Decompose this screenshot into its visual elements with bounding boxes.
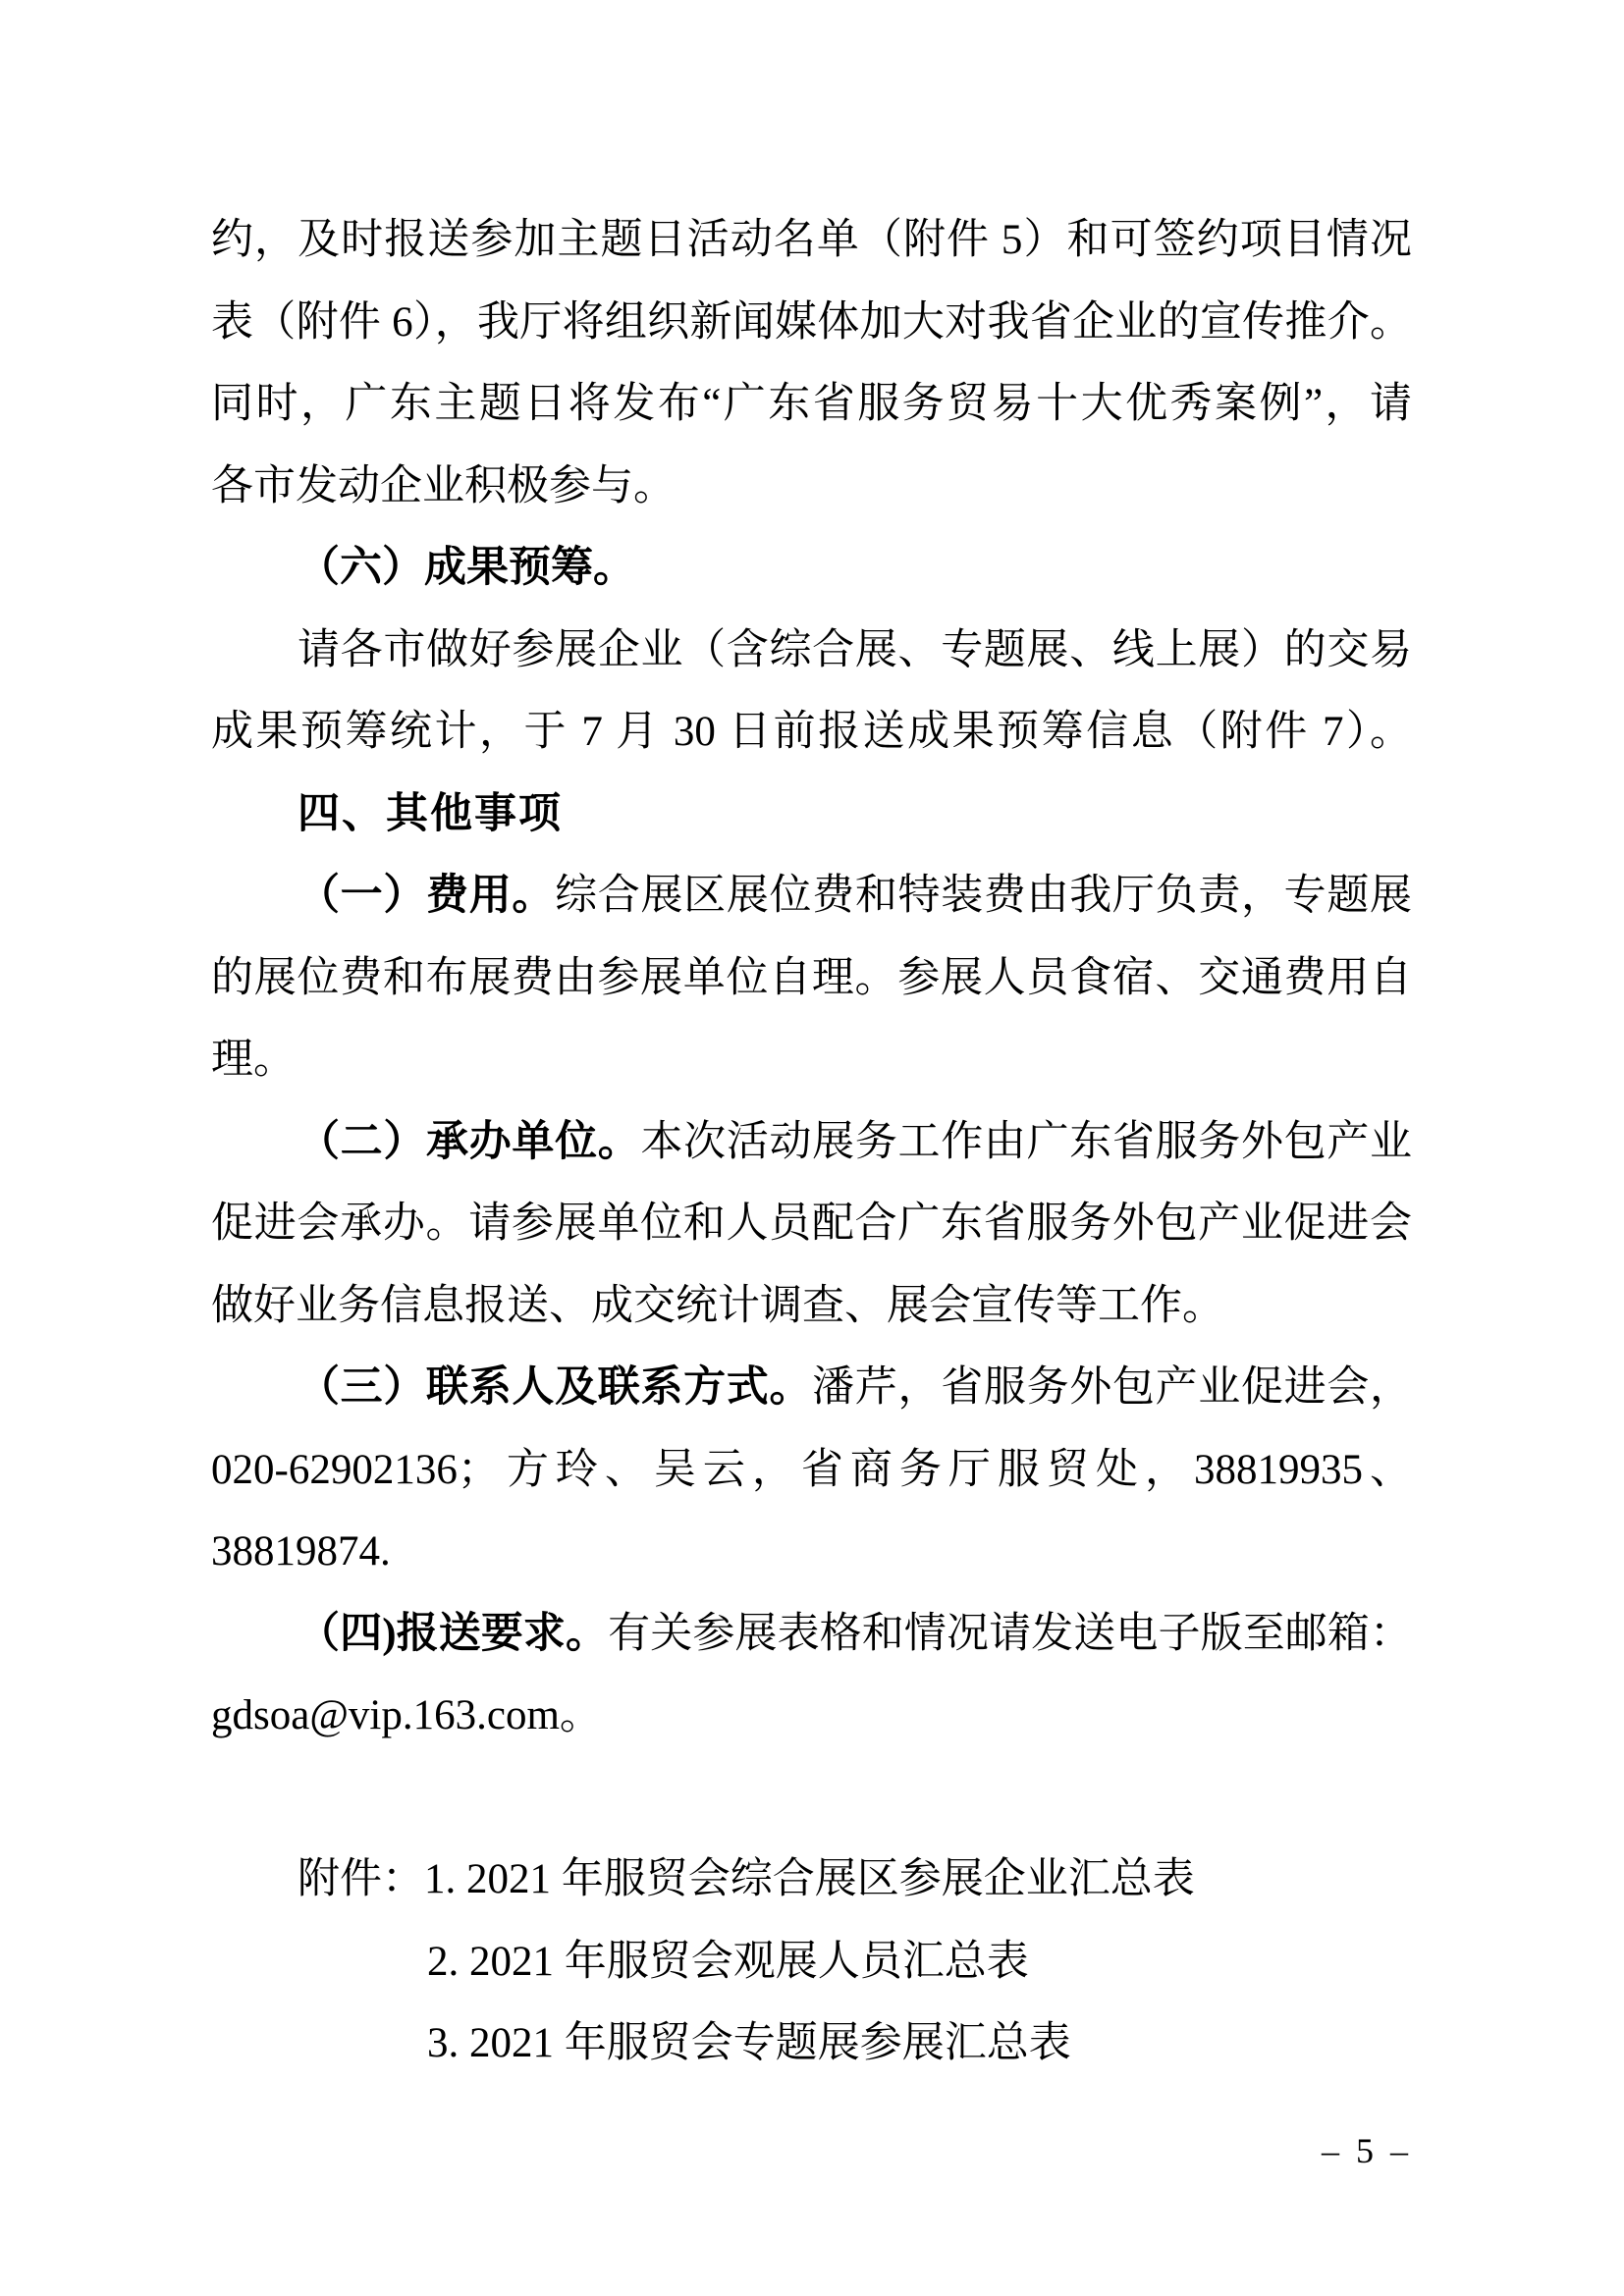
line-text: 本次活动展务工作由广东省服务外包产业: [640, 1118, 1413, 1165]
line-text: 有关参展表格和情况请发送电子版至邮箱：: [608, 1610, 1413, 1657]
line-text: 成果预筹统计，于 7 月 30 日前报送成果预筹信息（附件 7）。: [211, 709, 1412, 755]
line-text: 促进会承办。请参展单位和人员配合广东省服务外包产业促进会: [211, 1201, 1412, 1247]
subsection-label: （六）成果预筹。: [298, 545, 635, 591]
paragraph-line: [211, 282, 1412, 364]
line-text: 3. 2021 年服贸会专题展参展汇总表: [427, 2020, 1071, 2066]
line-text: 理。: [211, 1037, 296, 1083]
document-body: [211, 199, 1412, 2085]
line-text: 020-62902136；方玲、吴云，省商务厅服贸处，38819935、: [211, 1446, 1412, 1493]
paragraph-line: [211, 1265, 1412, 1348]
subsection-label-fees: （一）费用。: [298, 873, 556, 919]
contact-phone-line: [211, 1511, 1412, 1593]
paragraph-line: [211, 610, 1412, 692]
line-text: 综合展区展位费和特装费由我厅负责，专题展: [555, 873, 1413, 919]
subsection-label-submission: （四)报送要求。: [298, 1610, 609, 1657]
section-heading-text: 四、其他事项: [298, 789, 563, 837]
attachment-list-line: [211, 1921, 1412, 2003]
line-text: 做好业务信息报送、成交统计调查、展会宣传等工作。: [211, 1282, 1224, 1329]
subsection-heading-results-forecast: [211, 527, 1412, 610]
paragraph-line: [211, 691, 1412, 774]
section-heading-other-items: [211, 774, 1412, 856]
line-text: 表（附件 6），我厅将组织新闻媒体加大对我省企业的宣传推介。: [211, 298, 1412, 346]
line-text: 请各市做好参展企业（含综合展、专题展、线上展）的交易: [298, 626, 1412, 673]
attachment-list-line: [211, 2002, 1412, 2085]
paragraph-line: [211, 1019, 1412, 1101]
paragraph-line: [211, 1183, 1412, 1265]
paragraph-line: [211, 1101, 1412, 1184]
paragraph-line: [211, 1593, 1412, 1676]
page-number: – 5 –: [1322, 2131, 1412, 2170]
email-line: [211, 1675, 1412, 1757]
line-text: 2. 2021 年服贸会观展人员汇总表: [427, 1938, 1029, 1985]
paragraph-line: [211, 199, 1412, 282]
subsection-label-organizer: （二）承办单位。: [298, 1118, 641, 1165]
subsection-label-contacts: （三）联系人及联系方式。: [298, 1364, 813, 1411]
blank-line: [211, 1757, 1412, 1840]
paragraph-line: [211, 855, 1412, 937]
line-text: 各市发动企业积极参与。: [211, 462, 676, 509]
line-text: gdsoa@vip.163.com。: [211, 1692, 602, 1738]
paragraph-line: [211, 446, 1412, 528]
line-text: 附件：1. 2021 年服贸会综合展区参展企业汇总表: [298, 1856, 1195, 1902]
contact-phone-line: [211, 1429, 1412, 1512]
line-text: 潘芹，省服务外包产业促进会，: [812, 1364, 1413, 1411]
attachment-list-line: [211, 1839, 1412, 1921]
line-text: 的展位费和布展费由参展单位自理。参展人员食宿、交通费用自: [211, 954, 1412, 1001]
paragraph-line: [211, 363, 1412, 446]
paragraph-line: [211, 1347, 1412, 1429]
line-text: 同时，广东主题日将发布“广东省服务贸易十大优秀案例”，请: [211, 381, 1412, 427]
line-text: 38819874.: [211, 1528, 391, 1575]
paragraph-line: [211, 937, 1412, 1020]
line-text: 约，及时报送参加主题日活动名单（附件 5）和可签约项目情况: [211, 217, 1412, 263]
